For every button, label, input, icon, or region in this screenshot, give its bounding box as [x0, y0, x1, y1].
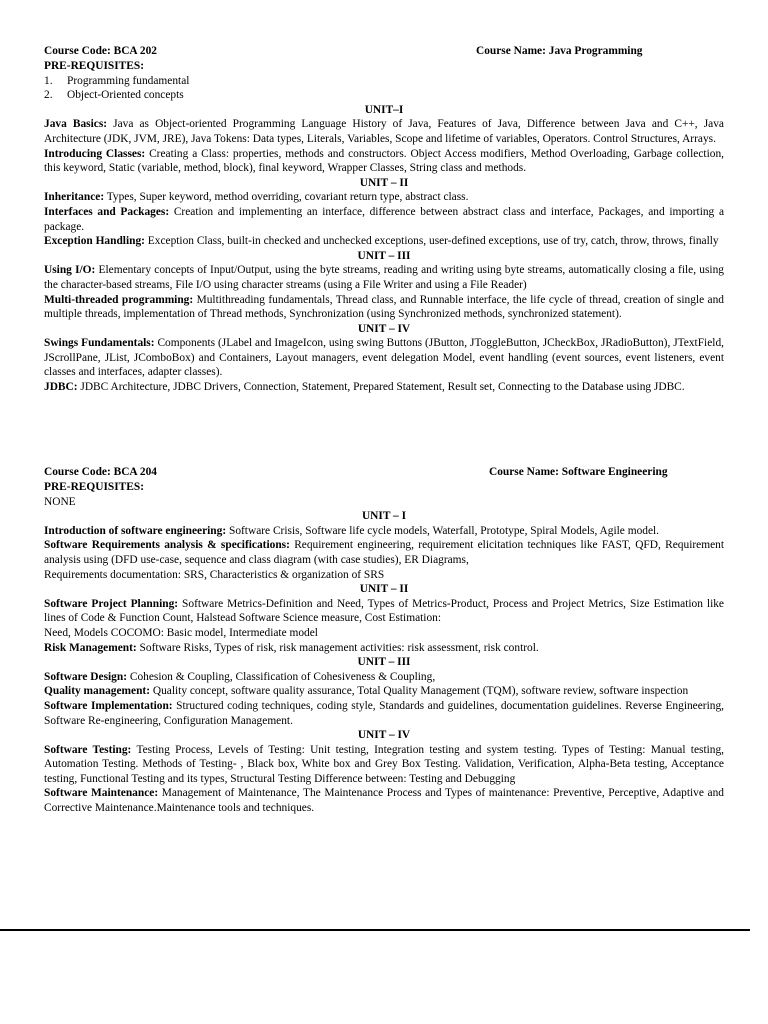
- topic-heading: JDBC:: [44, 381, 78, 394]
- topic-paragraph: [44, 380, 724, 395]
- topic-heading: Software Testing:: [44, 743, 132, 756]
- topic-text: Java as Object-oriented Programming Language History of Java, Features of Java, Difference between Java and C++, Java Architecture (JDK, JVM, JRE), Java Tokens: Data types, Literals, Variables, Scope and lifetime of variables, Operators. Control Structures, Arrays.: [44, 118, 724, 145]
- unit-heading: UNIT – III: [357, 656, 411, 669]
- topic-text: Multithreading fundamentals, Thread class, and Runnable interface, the life cycle of thread, creation of single and multiple threads, implementation of Thread methods, Synchronization (using Synchronized methods, synchronized statement).: [44, 293, 724, 321]
- course-bca-204: [44, 465, 724, 816]
- topic-paragraph: [44, 786, 724, 815]
- topic-heading: Java Basics:: [44, 118, 108, 131]
- topic-paragraph: [44, 524, 724, 539]
- topic-heading: Exception Handling:: [44, 235, 145, 248]
- list-item: [44, 74, 724, 89]
- topic-paragraph: [44, 190, 724, 205]
- topic-heading: Introducing Classes:: [44, 147, 146, 160]
- topic-text: Software Crisis, Software life cycle models, Waterfall, Prototype, Spiral Models, Agile model.: [226, 524, 660, 537]
- prerequisite-text: Programming fundamental: [67, 74, 190, 87]
- topic-text: Testing Process, Levels of Testing: Unit testing, Integration testing and system testing. Types of Testing: Manual testing, Automation Testing. Methods of Testing- , Black box, White box and Grey Box Testing. Validation, Verification, Alpha-Beta testing, Acceptance testing, Functional Testing and its types, Structural Testing Difference between: Testing and Debugging: [44, 743, 725, 785]
- topic-text: Requirements documentation: SRS, Characteristics & organization of SRS: [44, 568, 385, 581]
- list-number: 2.: [44, 89, 53, 102]
- unit-heading: UNIT–I: [364, 103, 404, 116]
- topic-text: Need, Models COCOMO: Basic model, Intermediate model: [44, 626, 318, 639]
- topic-paragraph: [44, 205, 724, 234]
- topic-heading: Introduction of software engineering:: [44, 524, 227, 537]
- topic-paragraph: [44, 234, 724, 249]
- topic-text: JDBC Architecture, JDBC Drivers, Connection, Statement, Prepared Statement, Result set, Connecting to the Database using JDBC.: [77, 381, 685, 394]
- topic-text: Cohesion & Coupling, Classification of Cohesiveness & Coupling,: [127, 670, 436, 683]
- topic-text: Software Risks, Types of risk, risk management activities: risk assessment, risk control.: [136, 641, 539, 654]
- topic-paragraph: [44, 597, 724, 626]
- course-bca-202: [44, 44, 724, 395]
- topic-paragraph: [44, 684, 724, 699]
- course-header: [44, 465, 724, 480]
- page-divider: [0, 929, 750, 931]
- unit-heading: UNIT – II: [359, 583, 409, 596]
- unit-heading: UNIT – I: [361, 510, 407, 523]
- topic-heading: Inheritance:: [44, 191, 105, 204]
- prerequisites-label: PRE-REQUISITES:: [44, 60, 145, 72]
- topic-paragraph: [44, 147, 724, 176]
- topic-text: Creation and implementing an interface, difference between abstract class and interface, Packages, and importing a package.: [44, 205, 724, 233]
- topic-text: Components (JLabel and ImageIcon, using swing Buttons (JButton, JToggleButton, JCheckBox, JRadioButton), JTextField, JScrollPane, JList, JComboBox) and Containers, Layout managers, event delegation Model, event handling (event sources, event listeners, event classes and interfaces, adapter classes).: [44, 337, 724, 379]
- course-name: Course Name: Java Programming: [476, 45, 643, 57]
- topic-paragraph: [44, 538, 724, 567]
- list-number: 1.: [44, 74, 53, 87]
- unit-heading: UNIT – II: [359, 176, 409, 189]
- topic-text: Structured coding techniques, coding style, Standards and guidelines, documentation guidelines. Reverse Engineering, Software Re-engineering, Configuration Management.: [44, 699, 724, 727]
- prerequisites-none: NONE: [44, 495, 76, 508]
- unit-heading: UNIT – IV: [357, 322, 411, 335]
- topic-paragraph: [44, 293, 724, 322]
- topic-text: Exception Class, built-in checked and unchecked exceptions, user-defined exceptions, use of try, catch, throw, throws, finally: [144, 235, 719, 248]
- unit-heading: UNIT – IV: [357, 729, 411, 742]
- topic-paragraph: [44, 626, 724, 641]
- topic-paragraph: [44, 743, 724, 787]
- course-code: Course Code: BCA 204: [44, 466, 157, 478]
- topic-text: Elementary concepts of Input/Output, using the byte streams, reading and writing using byte streams, automatically closing a file, using the character-based streams, File I/O using character streams (using a File Writer and using a File Reader): [44, 264, 724, 291]
- unit-heading: UNIT – III: [357, 249, 411, 262]
- topic-text: Software Metrics-Definition and Need, Types of Metrics-Product, Process and Project Metrics, Size Estimation like lines of Code & Function Count, Halstead Software Science measure, Cost Estimation:: [44, 597, 724, 625]
- topic-text: Requirement engineering, requirement elicitation techniques like FAST, QFD, Requirement analysis using (DFD use-case, sequence and class diagram (with case studies), ER Diagrams,: [44, 539, 724, 566]
- topic-heading: Multi-threaded programming:: [44, 293, 194, 306]
- prerequisite-text: Object-Oriented concepts: [67, 89, 184, 102]
- course-header: [44, 44, 724, 59]
- topic-heading: Risk Management:: [44, 641, 137, 654]
- topic-heading: Swings Fundamentals:: [44, 337, 155, 350]
- topic-heading: Quality management:: [44, 685, 150, 698]
- topic-heading: Software Requirements analysis & specifications:: [44, 539, 290, 552]
- topic-paragraph: [44, 336, 724, 380]
- prerequisites-label: PRE-REQUISITES:: [44, 481, 145, 493]
- topic-paragraph: [44, 263, 724, 292]
- topic-text: Creating a Class: properties, methods and constructors. Object Access modifiers, Method Overloading, Garbage collection, this keyword, Static (variable, method, block), final keyword, Wrapper Classes, String class and methods.: [44, 147, 724, 175]
- topic-paragraph: [44, 670, 724, 685]
- topic-heading: Software Maintenance:: [44, 787, 159, 800]
- topic-text: Management of Maintenance, The Maintenance Process and Types of maintenance: Preventive, Perceptive, Adaptive and Corrective Maintenance.Maintenance tools and techniques.: [44, 787, 724, 815]
- topic-paragraph: [44, 641, 724, 656]
- prerequisites-list: [44, 74, 724, 103]
- topic-paragraph: [44, 117, 724, 146]
- course-name: Course Name: Software Engineering: [489, 466, 668, 478]
- topic-heading: Software Design:: [44, 670, 127, 683]
- topic-heading: Software Project Planning:: [44, 597, 179, 610]
- topic-heading: Interfaces and Packages:: [44, 205, 170, 218]
- course-code: Course Code: BCA 202: [44, 45, 157, 57]
- topic-heading: Software Implementation:: [44, 699, 173, 712]
- list-item: [44, 88, 724, 103]
- topic-heading: Using I/O:: [44, 264, 96, 277]
- topic-paragraph: [44, 568, 724, 583]
- topic-text: Types, Super keyword, method overriding, covariant return type, abstract class.: [104, 191, 469, 204]
- topic-text: Quality concept, software quality assurance, Total Quality Management (TQM), software review, software inspection: [150, 685, 689, 698]
- topic-paragraph: [44, 699, 724, 728]
